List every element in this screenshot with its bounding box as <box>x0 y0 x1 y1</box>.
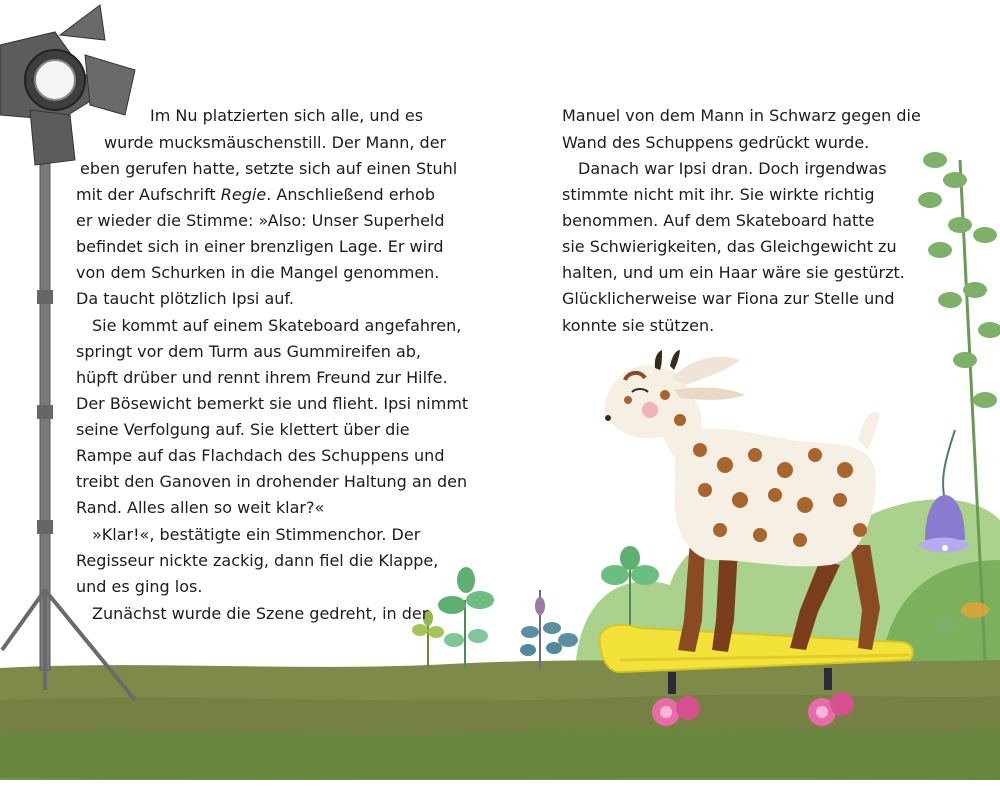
text-line: wurde mucksmäuschenstill. Der Mann, der <box>104 133 447 152</box>
text-line: halten, und um ein Haar wäre sie gestürzt. <box>562 263 905 282</box>
text-segment: . Anschließend erhob <box>266 185 435 204</box>
text-line: Wand des Schuppens gedrückt wurde. <box>562 133 870 152</box>
text-line: »Klar!«, bestätigte ein Stimmenchor. Der <box>92 525 421 544</box>
grass-front <box>0 729 1000 780</box>
text-line: eben gerufen hatte, setzte sich auf einen Stuhl <box>80 159 458 178</box>
text-line: Rand. Alles allen so weit klar?« <box>76 498 325 517</box>
text-line: Im Nu platzierten sich alle, und es <box>150 106 424 125</box>
text-segment: mit der Aufschrift <box>76 185 216 204</box>
text-line: Danach war Ipsi dran. Doch irgendwas <box>578 159 887 178</box>
text-line: Da taucht plötzlich Ipsi auf. <box>76 289 294 308</box>
text-line: Zunächst wurde die Szene gedreht, in der <box>92 604 429 623</box>
text-line: Rampe auf das Flachdach des Schuppens und <box>76 446 445 465</box>
text-line: Regisseur nickte zackig, dann fiel die Klappe, <box>76 551 439 570</box>
text-line: springt vor dem Turm aus Gummireifen ab, <box>76 342 422 361</box>
text-line: sie Schwierigkeiten, das Gleichgewicht zu <box>562 237 897 256</box>
text-line: stimmte nicht mit ihr. Sie wirkte richtig <box>562 185 875 204</box>
text-line: hüpft drüber und rennt ihrem Freund zur Hilfe. <box>76 368 448 387</box>
text-line: konnte sie stützen. <box>562 316 715 335</box>
text-line: benommen. Auf dem Skateboard hatte <box>562 211 875 230</box>
text-line: und es ging los. <box>76 577 203 596</box>
text-line: er wieder die Stimme: »Also: Unser Superheld <box>76 211 445 230</box>
text-line: befindet sich in einer brenzligen Lage. Er wird <box>76 237 444 256</box>
text-line: Der Bösewicht bemerkt sie und flieht. Ipsi nimmt <box>76 394 469 413</box>
text-line: treibt den Ganoven in drohender Haltung an den <box>76 472 468 491</box>
text-line: Manuel von dem Mann in Schwarz gegen die <box>562 106 921 125</box>
text-line: Glücklicherweise war Fiona zur Stelle und <box>562 289 895 308</box>
text-line: seine Verfolgung auf. Sie klettert über die <box>76 420 410 439</box>
text-line <box>76 185 435 205</box>
text-line: von dem Schurken in die Mangel genommen. <box>76 263 440 282</box>
emphasis-text: Regie <box>220 185 267 204</box>
text-line: Sie kommt auf einem Skateboard angefahren, <box>92 316 462 335</box>
